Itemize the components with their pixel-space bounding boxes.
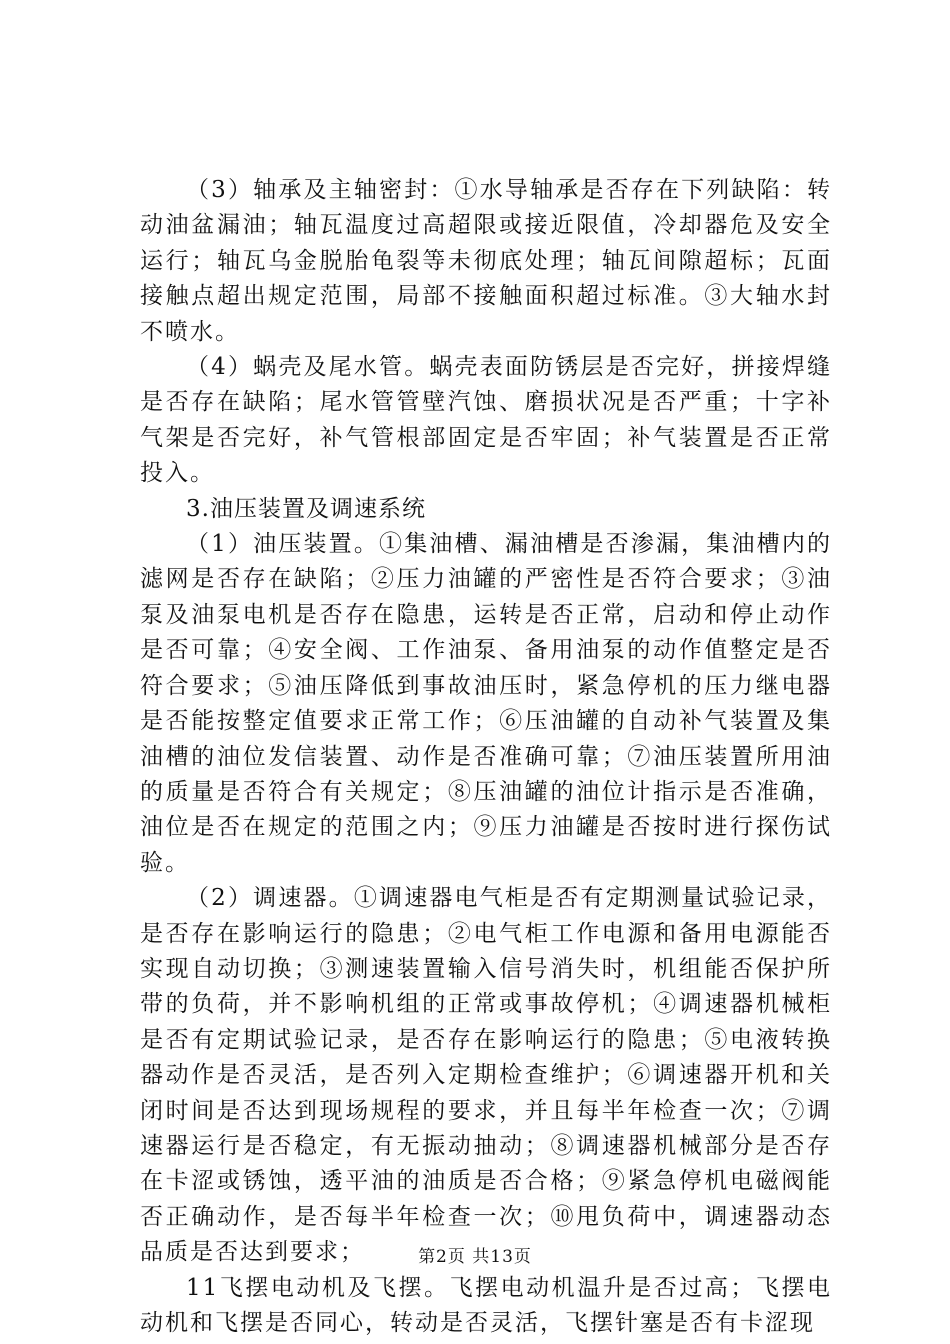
paragraph-flyball-motor: 11飞摆电动机及飞摆。飞摆电动机温升是否过高；飞摆电动机和飞摆是否同心，转动是否灵活，飞摆针塞是否有卡涩现: [140, 1274, 832, 1336]
paragraph-governor: （2）调速器。①调速器电气柜是否有定期测量试验记录，是否存在影响运行的隐患；②电气柜工作电源和备用电源能否实现自动切换；③测速装置输入信号消失时，机组能否保护所带的负荷，并不影响机组的正常或事故停机；④调速器机械柜是否有定期试验记录，是否存在影响运行的隐患；⑤电液转换器动作是否灵活，是否列入定期检查维护；⑥调速器开机和关闭时间是否达到现场规程的要求，并且每半年检查一次；⑦调速器运行是否稳定，有无振动抽动；⑧调速器机械部分是否存在卡涩或锈蚀，透平油的油质是否合格；⑨紧急停机电磁阀能否正确动作，是否每半年检查一次；⑩甩负荷中，调速器动态品质是否达到要求；: [140, 885, 832, 1266]
document-body: [140, 173, 832, 1341]
section-heading-oil-pressure: 3.油压装置及调速系统: [186, 495, 426, 522]
paragraph-oil-pressure-device: （1）油压装置。①集油槽、漏油槽是否渗漏，集油槽内的滤网是否存在缺陷；②压力油罐的严密性是否符合要求；③油泵及油泵电机是否存在隐患，运转是否正常，启动和停止动作是否可靠；④安全阀、工作油泵、备用油泵的动作值整定是否符合要求；⑤油压降低到事故油压时，紧急停机的压力继电器是否能按整定值要求正常工作；⑥压油罐的自动补气装置及集油槽的油位发信装置、动作是否准确可靠；⑦油压装置所用油的质量是否符合有关规定；⑧压油罐的油位计指示是否准确，油位是否在规定的范围之内；⑨压力油罐是否按时进行探伤试验。: [140, 531, 832, 876]
paragraph-volute-draft-tube: （4）蜗壳及尾水管。蜗壳表面防锈层是否完好，拼接焊缝是否存在缺陷；尾水管管壁汽蚀、磨损状况是否严重；十字补气架是否完好，补气管根部固定是否牢固；补气装置是否正常投入。: [140, 354, 832, 487]
page-footer: 第2页 共13页: [418, 1247, 532, 1267]
paragraph-bearing-seal: （3）轴承及主轴密封：①水导轴承是否存在下列缺陷：转动油盆漏油；轴瓦温度过高超限或接近限值，冷却器危及安全运行；轴瓦乌金脱胎龟裂等未彻底处理；轴瓦间隙超标；瓦面接触点超出规定范围，局部不接触面积超过标准。③大轴水封不喷水。: [140, 177, 832, 345]
